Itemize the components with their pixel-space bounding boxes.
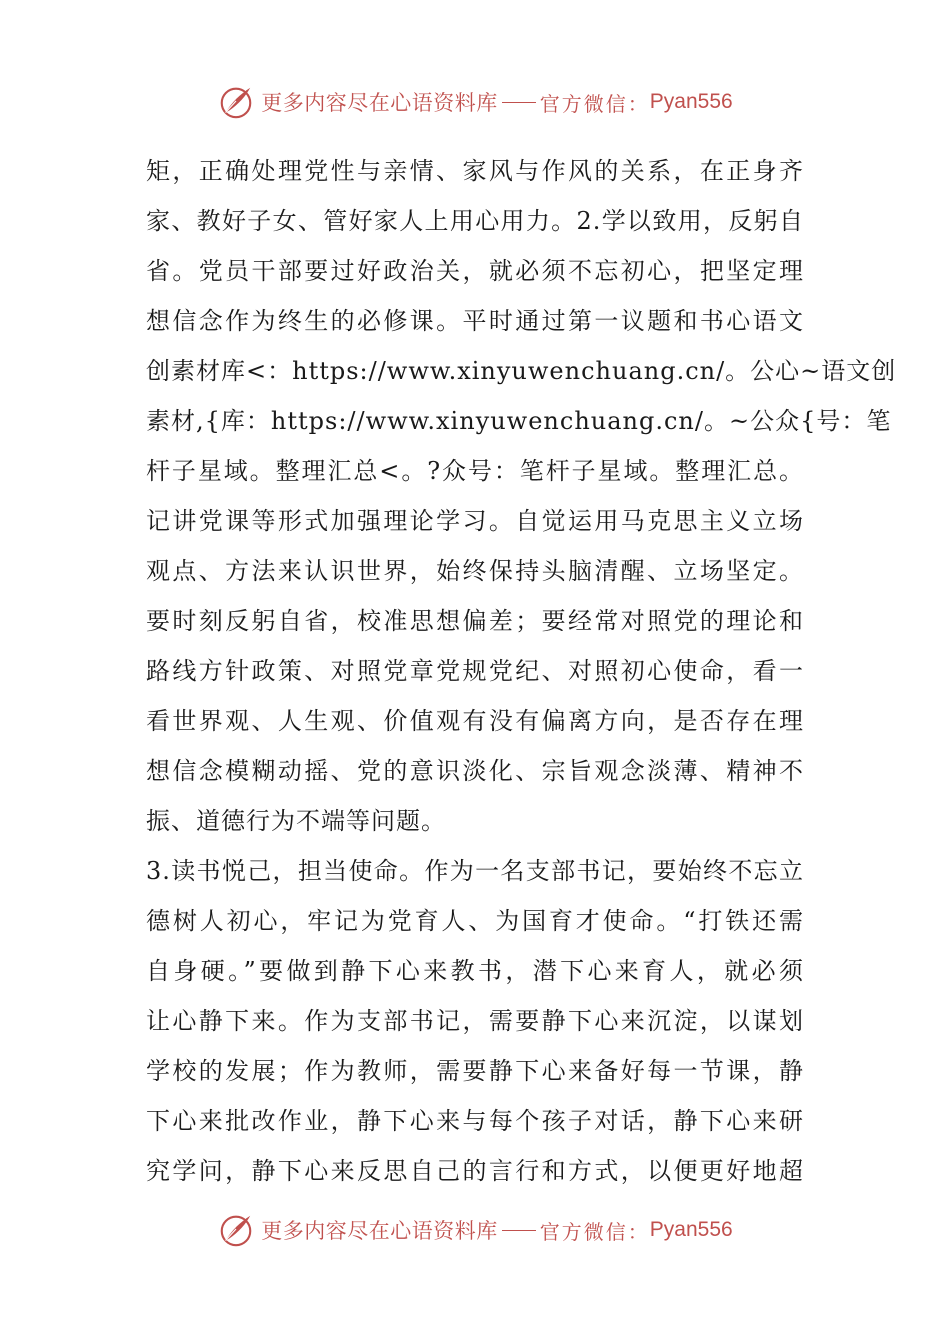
- text-line: 3.读书悦己，担当使命。作为一名支部书记，要始终不忘立: [146, 857, 804, 885]
- text-line: 学校的发展；作为教师，需要静下心来备好每一节课，静: [146, 1057, 804, 1085]
- text-line: 看世界观、人生观、价值观有没有偏离方向，是否存在理: [146, 707, 804, 735]
- header-wechat-label: 官方微信：: [539, 91, 650, 116]
- text-line: 省。党员干部要过好政治关，就必须不忘初心，把坚定理: [146, 257, 804, 285]
- text-line: 矩，正确处理党性与亲情、家风与作风的关系，在正身齐: [146, 157, 804, 185]
- text-line: 究学问，静下心来反思自己的言行和方式，以便更好地超: [146, 1157, 804, 1185]
- text-line: 创素材库<：https://www.xinyuwenchuang.cn/。公心~语文创: [146, 357, 897, 385]
- header-wechat-id: Pyan556: [649, 90, 733, 113]
- header-banner: [0, 80, 950, 124]
- text-line: 路线方针政策、对照党章党规党纪、对照初心使命，看一: [146, 657, 804, 685]
- text-line: 记讲党课等形式加强理论学习。自觉运用马克思主义立场: [146, 507, 804, 535]
- text-line: 观点、方法来认识世界，始终保持头脑清醒、立场坚定。: [146, 557, 804, 585]
- header-dash-divider: [502, 102, 536, 103]
- text-line: 想信念模糊动摇、党的意识淡化、宗旨观念淡薄、精神不: [146, 757, 804, 785]
- text-line: 德树人初心，牢记为党育人、为国育才使命。“打铁还需: [146, 907, 804, 935]
- text-line: 让心静下来。作为支部书记，需要静下心来沉淀，以谋划: [146, 1007, 804, 1035]
- text-line: 想信念作为终生的必修课。平时通过第一议题和书心语文: [146, 307, 804, 335]
- text-line: 振、道德行为不端等问题。: [146, 807, 446, 835]
- text-line: 要时刻反躬自省，校准思想偏差；要经常对照党的理论和: [146, 607, 804, 635]
- footer-banner: [0, 1208, 950, 1252]
- text-line: 自身硬。”要做到静下心来教书，潜下心来育人，就必须: [146, 957, 804, 985]
- text-line: 下心来批改作业，静下心来与每个孩子对话，静下心来研: [146, 1107, 804, 1135]
- text-line: 杆子星域。整理汇总<。?众号：笔杆子星域。整理汇总。: [146, 457, 804, 485]
- text-line: 家、教好子女、管好家人上用心用力。2.学以致用，反躬自: [146, 207, 804, 235]
- quill-logo-icon: [217, 83, 255, 121]
- quill-logo-icon: [217, 1211, 255, 1249]
- footer-wechat-label: 官方微信：: [539, 1219, 650, 1244]
- footer-wechat-id: Pyan556: [649, 1218, 733, 1241]
- text-line: 素材,{库：https://www.xinyuwenchuang.cn/。~公众{号：笔: [146, 407, 892, 435]
- footer-brand-text: 更多内容尽在心语资料库: [261, 1219, 498, 1243]
- footer-dash-divider: [502, 1230, 536, 1231]
- header-brand-text: 更多内容尽在心语资料库: [261, 91, 498, 115]
- document-body: [146, 146, 897, 1196]
